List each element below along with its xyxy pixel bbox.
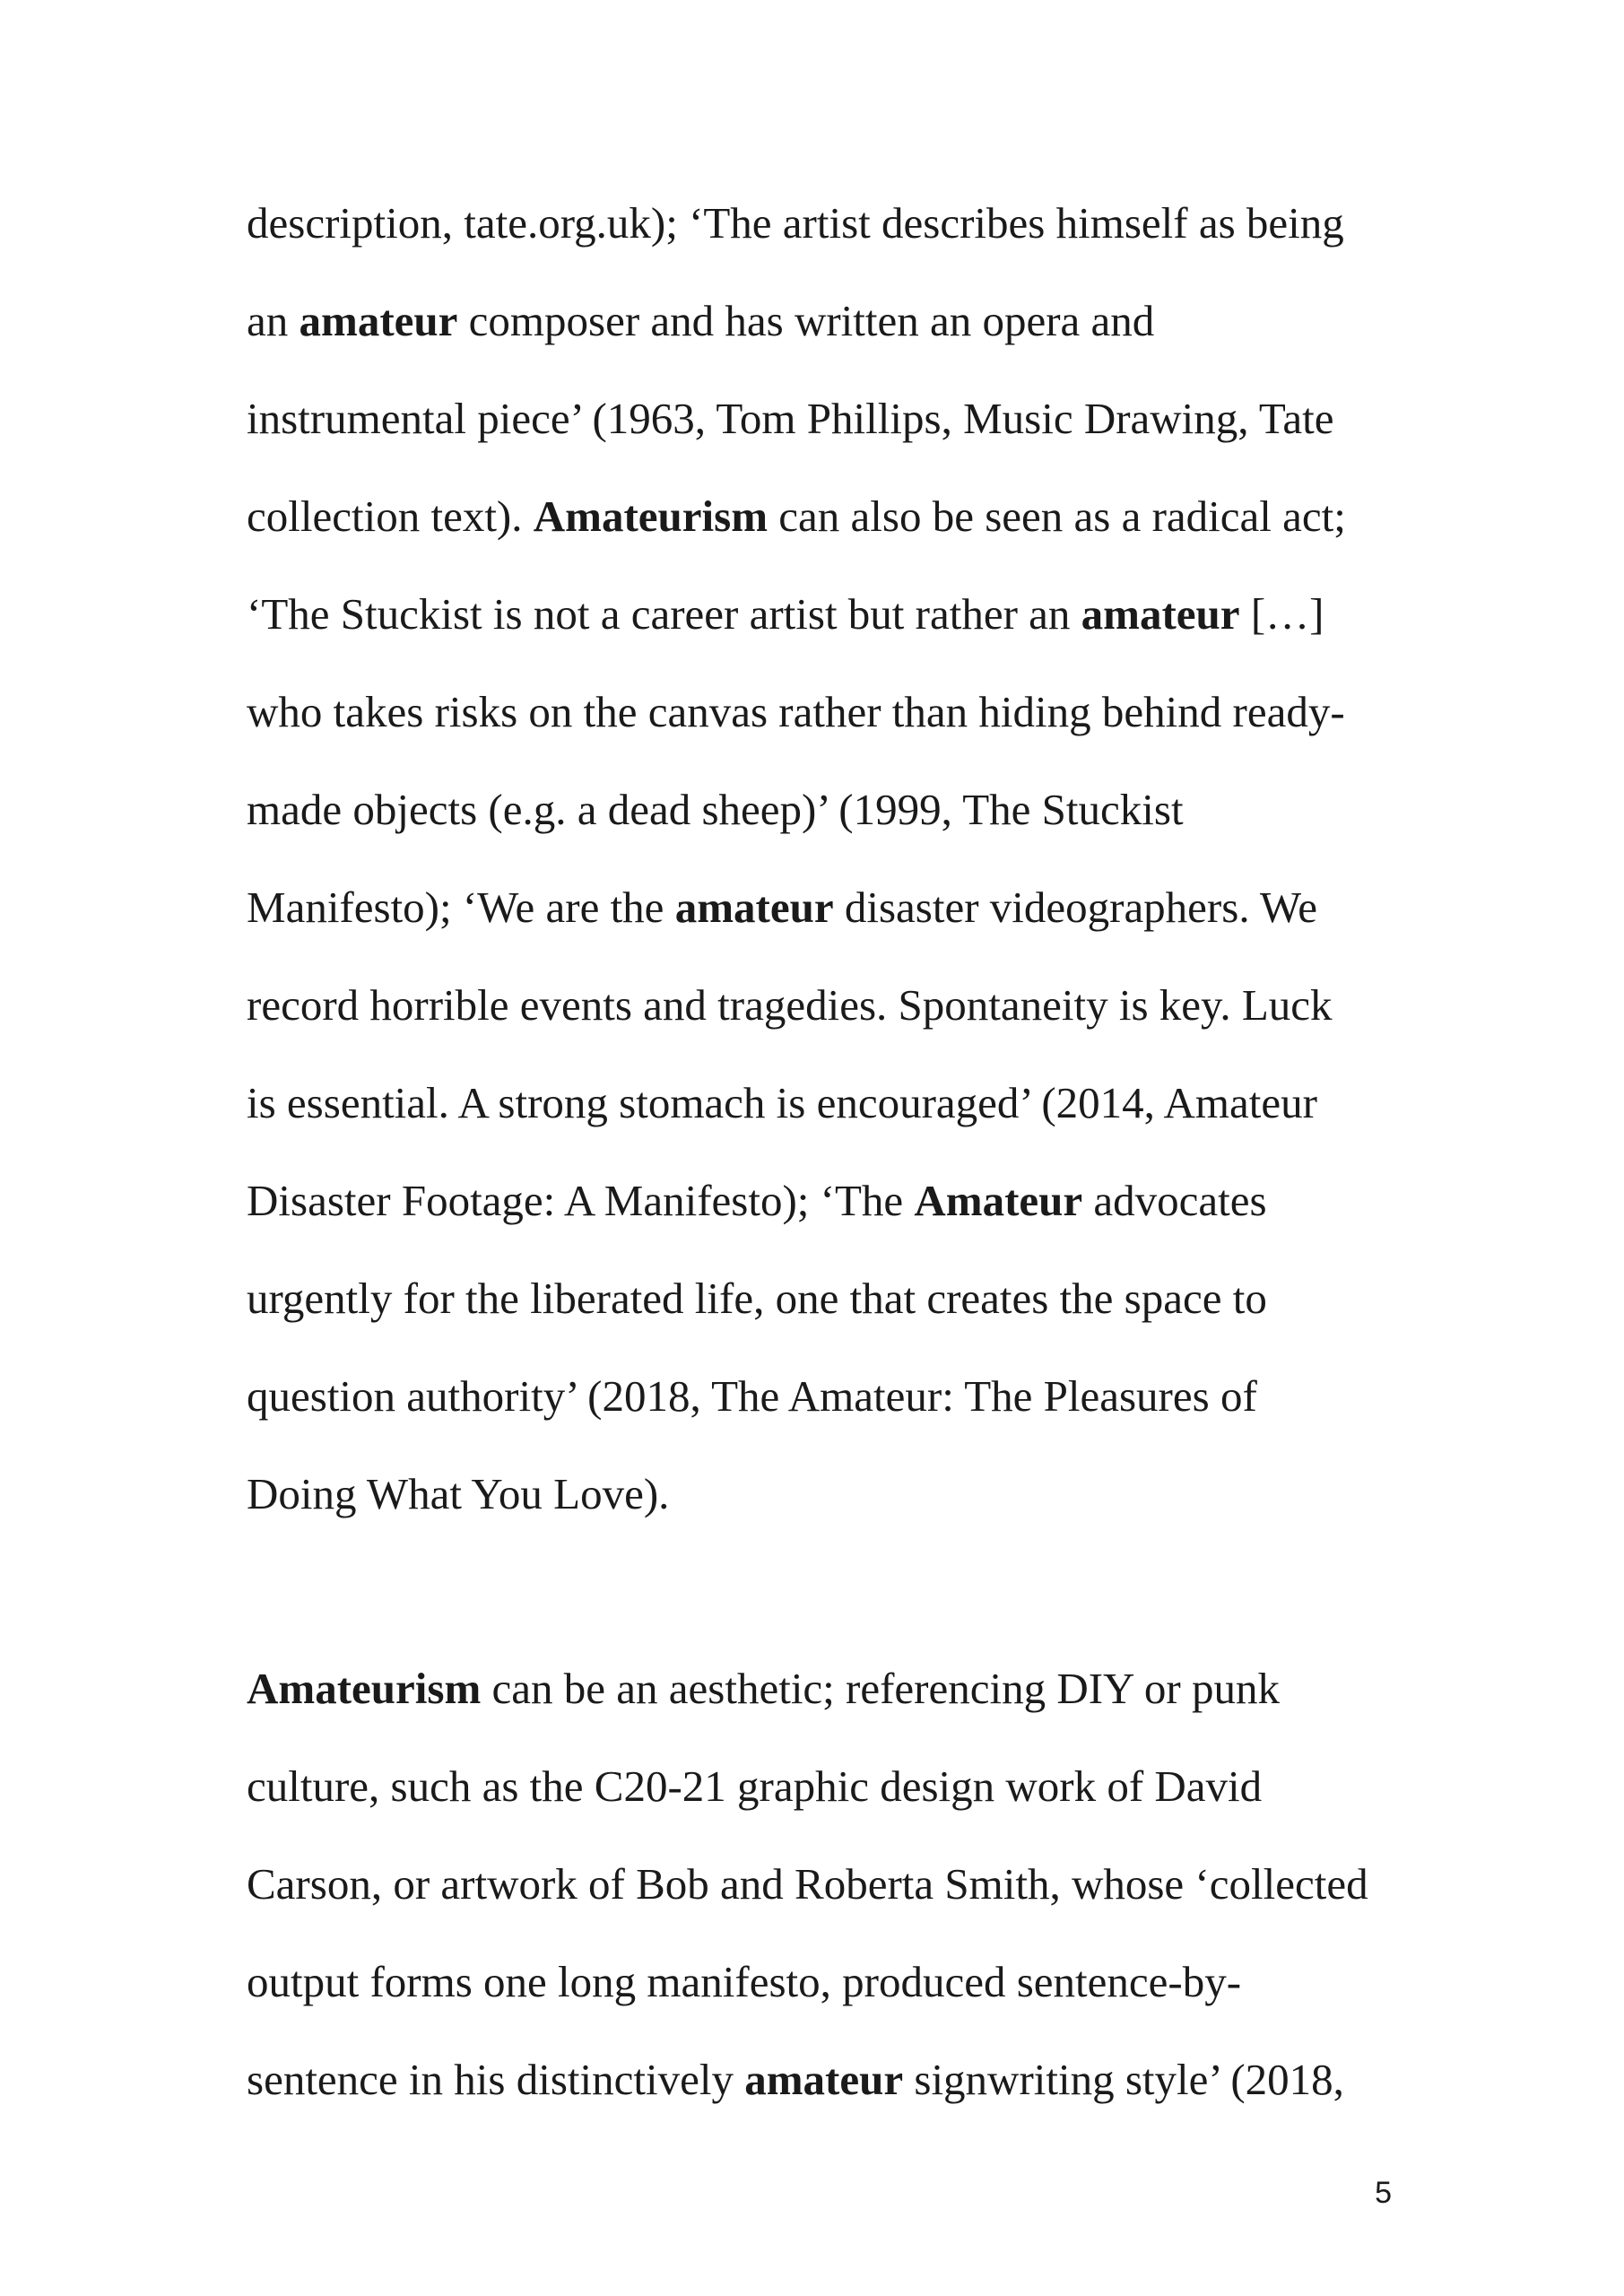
- bold-term: amateur: [299, 296, 458, 345]
- text-run: composer and has written an opera and: [457, 296, 1155, 345]
- text-line: [247, 1347, 1412, 1445]
- text-run: can be an aesthetic; referencing DIY or punk: [481, 1664, 1280, 1713]
- text-run: record horrible events and tragedies. Spontaneity is key. Luck: [247, 980, 1333, 1030]
- bold-term: Amateurism: [247, 1664, 482, 1713]
- text-line: [247, 565, 1412, 663]
- text-run: question authority’ (2018, The Amateur: The Pleasures of: [247, 1371, 1257, 1421]
- text-line: [247, 1054, 1412, 1152]
- text-run: signwriting style’ (2018,: [903, 2055, 1344, 2104]
- bold-term: Amateurism: [533, 491, 769, 541]
- text-run: sentence in his distinctively: [247, 2055, 745, 2104]
- text-line: [247, 174, 1412, 272]
- text-run: collection text).: [247, 491, 534, 541]
- text-run: an: [247, 296, 300, 345]
- text-line: [247, 1152, 1412, 1249]
- text-line: [247, 467, 1412, 565]
- text-line: [247, 1933, 1412, 2031]
- body-paragraph-1: [247, 174, 1412, 1543]
- text-run: instrumental piece’ (1963, Tom Phillips, Music Drawing, Tate: [247, 394, 1334, 443]
- text-run: urgently for the liberated life, one that creates the space to: [247, 1274, 1267, 1323]
- bold-term: amateur: [1081, 589, 1240, 639]
- text-run: output forms one long manifesto, produced sentence-by-: [247, 1957, 1242, 2006]
- text-run: description, tate.org.uk); ‘The artist describes himself as being: [247, 198, 1344, 248]
- text-line: [247, 1639, 1412, 1737]
- text-run: can also be seen as a radical act;: [768, 491, 1346, 541]
- body-paragraph-2: [247, 1639, 1412, 2128]
- text-run: […]: [1239, 589, 1324, 639]
- bold-term: Amateur: [914, 1176, 1083, 1225]
- text-line: [247, 272, 1412, 370]
- text-run: Doing What You Love).: [247, 1469, 670, 1518]
- text-run: is essential. A strong stomach is encouraged’ (2014, Amateur: [247, 1078, 1317, 1127]
- text-run: disaster videographers. We: [833, 883, 1318, 932]
- text-run: who takes risks on the canvas rather than hiding behind ready-: [247, 687, 1345, 736]
- text-line: [247, 858, 1412, 956]
- text-line: [247, 663, 1412, 761]
- text-line: [247, 370, 1412, 467]
- bold-term: amateur: [744, 2055, 904, 2104]
- text-line: [247, 1737, 1412, 1835]
- text-line: [247, 1249, 1412, 1347]
- text-line: [247, 956, 1412, 1054]
- text-line: [247, 1835, 1412, 1933]
- text-run: Disaster Footage: A Manifesto); ‘The: [247, 1176, 915, 1225]
- bold-term: amateur: [674, 883, 834, 932]
- text-line: [247, 1445, 1412, 1543]
- text-run: Carson, or artwork of Bob and Roberta Smith, whose ‘collected: [247, 1859, 1368, 1909]
- text-run: made objects (e.g. a dead sheep)’ (1999, The Stuckist: [247, 785, 1184, 834]
- text-line: [247, 2031, 1412, 2128]
- page-number: 5: [1375, 2176, 1392, 2210]
- text-run: ‘The Stuckist is not a career artist but rather an: [247, 589, 1081, 639]
- text-line: [247, 761, 1412, 858]
- text-run: advocates: [1082, 1176, 1267, 1225]
- text-run: Manifesto); ‘We are the: [247, 883, 675, 932]
- text-run: culture, such as the C20-21 graphic design work of David: [247, 1761, 1263, 1811]
